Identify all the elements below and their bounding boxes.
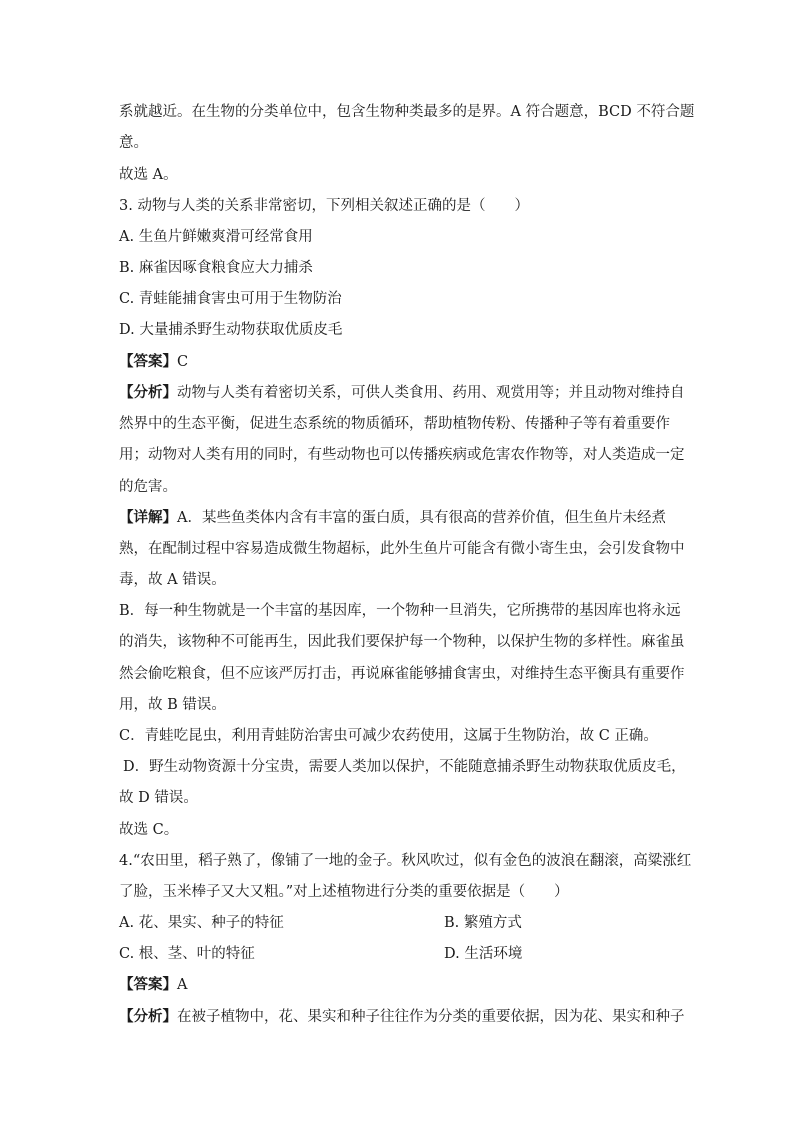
paragraph-line: B．每一种生物就是一个丰富的基因库，一个物种一旦消失，它所携带的基因库也将永远	[119, 603, 681, 619]
question-4-option-b: B. 繁殖方式	[444, 915, 522, 931]
question-4-option-a: A. 花、果实、种子的特征	[119, 915, 284, 931]
paragraph-line: 故选 A。	[119, 167, 178, 183]
paragraph-line: 然会偷吃粮食，但不应该严厉打击，再说麻雀能够捕食害虫，对维持生态平衡具有重要作	[119, 666, 685, 682]
analysis-tag: 【分析】	[119, 1008, 177, 1025]
paragraph-line: 故 D 错误。	[119, 790, 198, 806]
paragraph-line: 用；动物对人类有用的同时，有些动物也可以传播疾病或危害农作物等，对人类造成一定	[119, 447, 685, 463]
paragraph-line: 然界中的生态平衡，促进生态系统的物质循环，帮助植物传粉、传播种子等有着重要作	[119, 416, 670, 432]
paragraph-line: 的消失，该物种不可能再生，因此我们要保护每一个物种，以保护生物的多样性。麻雀虽	[119, 634, 685, 650]
question-3-option-b: B. 麻雀因啄食粮食应大力捕杀	[119, 260, 313, 276]
answer-tag: 【答案】	[119, 976, 177, 993]
analysis-text: 动物与人类有着密切关系，可供人类食用、药用、观赏用等；并且动物对维持自	[177, 385, 685, 401]
detail-line	[119, 508, 666, 528]
question-3-option-a: A. 生鱼片鲜嫩爽滑可经常食用	[119, 229, 313, 245]
paragraph-line: C．青蛙吃昆虫，利用青蛙防治害虫可减少农药使用，这属于生物防治，故 C 正确。	[119, 728, 658, 744]
detail-text: A．某些鱼类体内含有丰富的蛋白质，具有很高的营养价值，但生鱼片未经煮	[177, 510, 666, 526]
answer-value: C	[177, 354, 189, 370]
question-4-option-d: D. 生活环境	[444, 946, 523, 962]
question-3-option-c: C. 青蛙能捕食害虫可用于生物防治	[119, 291, 342, 307]
question-3-option-d: D. 大量捕杀野生动物获取优质皮毛	[119, 322, 343, 338]
paragraph-line: 意。	[119, 135, 148, 151]
detail-tag: 【详解】	[119, 509, 177, 526]
question-3-stem: 3. 动物与人类的关系非常密切，下列相关叙述正确的是（ ）	[119, 198, 529, 214]
analysis-line	[119, 383, 685, 403]
question-4-option-c: C. 根、茎、叶的特征	[119, 946, 255, 962]
paragraph-line: 用，故 B 错误。	[119, 697, 226, 713]
answer-tag: 【答案】	[119, 353, 177, 370]
answer-line	[119, 975, 187, 995]
question-4-stem: 4.“农田里，稻子熟了，像铺了一地的金子。秋风吹过，似有金色的波浪在翻滚，高粱涨红	[119, 853, 692, 869]
paragraph-line: 的危害。	[119, 479, 177, 495]
paragraph-line: 毒，故 A 错误。	[119, 572, 226, 588]
paragraph-line: 熟，在配制过程中容易造成微生物超标，此外生鱼片可能含有微小寄生虫，会引发食物中	[119, 541, 685, 557]
question-4-stem-cont: 了脸，玉米棒子又大又粗。”对上述植物进行分类的重要依据是（ ）	[119, 884, 569, 900]
analysis-line	[119, 1007, 685, 1027]
analysis-tag: 【分析】	[119, 384, 177, 401]
answer-line	[119, 352, 188, 372]
paragraph-line: D．野生动物资源十分宝贵，需要人类加以保护，不能随意捕杀野生动物获取优质皮毛，	[123, 759, 686, 775]
paragraph-line: 系就越近。在生物的分类单位中，包含生物种类最多的是界。A 符合题意，BCD 不符合题	[119, 104, 695, 120]
paragraph-line: 故选 C。	[119, 822, 179, 838]
analysis-text: 在被子植物中，花、果实和种子往往作为分类的重要依据，因为花、果实和种子	[177, 1009, 685, 1025]
answer-value: A	[177, 977, 188, 993]
